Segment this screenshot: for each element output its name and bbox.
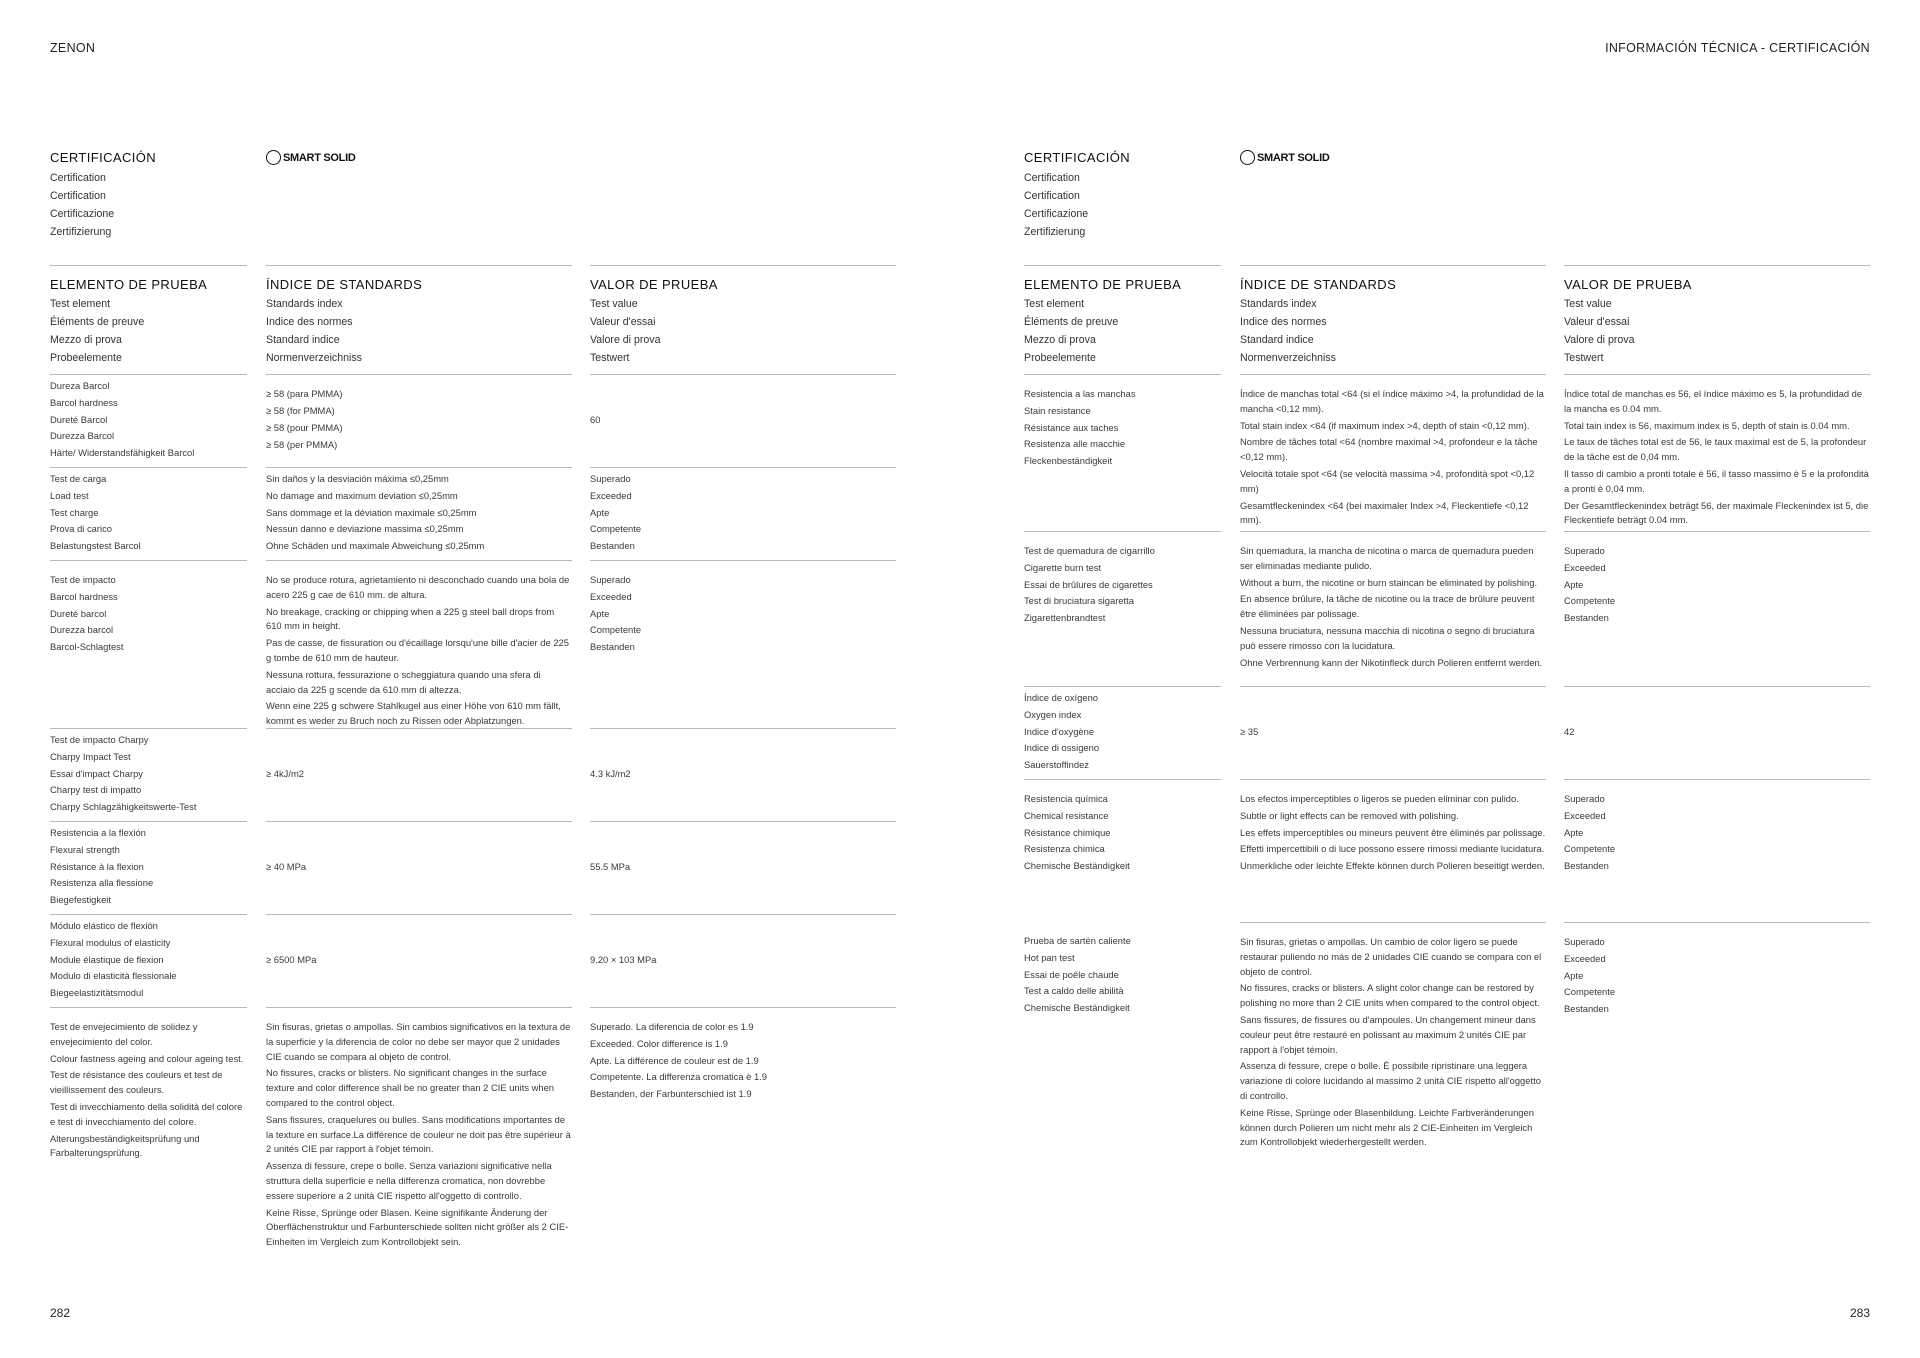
cell-line: Apte [1564,969,1584,981]
certification-translation: Zertifizierung [50,226,112,238]
header-translation: Normenverzeichniss [266,351,362,364]
page-number: 282 [50,1306,71,1320]
table-row [1024,531,1221,686]
cell-line: Les effets imperceptibles ou mineurs peuvent être éliminés par polissage. [1240,826,1546,838]
cell-line: Flexural modulus of elasticity [50,936,171,948]
circle-logo-icon [1240,150,1255,165]
cell-line: ≥ 6500 MPa [266,953,317,965]
cell-line: Bestanden [590,540,635,552]
cell-line: Test a caldo delle abilità [1024,985,1124,997]
cell-line: Exceeded [1564,952,1606,964]
table-row [266,1007,572,1257]
header-translation: Test element [50,297,111,310]
standards-column [1240,265,1546,1152]
cell-line: Biegeelastizitätsmodul [50,987,144,999]
cell-line: Indice d'oxygène [1024,725,1095,737]
table-row [590,374,896,467]
cell-line: Módulo elástico de flexión [50,920,158,931]
cell-line: Bestanden, der Farbunterschied ist 1.9 [590,1088,752,1100]
cell-line: Flexural strength [50,843,120,855]
table-row [1024,922,1221,1152]
table-row [1564,531,1870,686]
cell-line: Resistencia a la flexión [50,827,146,838]
table-row [50,374,247,467]
cell-line: Oxygen index [1024,708,1082,720]
certification-title: CERTIFICACIÓN [50,150,157,165]
header-translation: Standards index [1240,297,1317,310]
cell-line: Hot pan test [1024,951,1075,963]
table-row [266,374,572,467]
certification-translation: Certification [50,172,106,184]
table-row [266,560,572,728]
cell-line: Competente. La differenza cromatica è 1.9 [590,1071,768,1083]
cell-line: Stain resistance [1024,404,1091,416]
table-row [1240,374,1546,531]
cell-line: Test de envejecimiento de solidez y envejecimiento del color. [50,1021,198,1047]
cell-line: Härte/ Widerstandsfähigkeit Barcol [50,447,195,459]
cell-line: Competente [1564,986,1616,998]
cell-line: Dureté barcol [50,607,107,619]
header-translation: Valeur d'essai [590,315,656,328]
cell-line: Resistenza chimica [1024,843,1105,855]
header-translation: Éléments de preuve [1024,315,1119,328]
table-row [1564,374,1870,531]
cell-line: Sin daños y la desviación máxima ≤0,25mm [266,473,449,484]
cell-line: Ohne Schäden und maximale Abweichung ≤0,25mm [266,540,485,552]
cell-line: Nessuna bruciatura, nessuna macchia di nicotina o segno di bruciatura può essere rimosso con la lucidatura. [1240,624,1535,651]
cell-line: Resistencia a las manchas [1024,388,1136,399]
table-row [50,821,247,914]
cell-line: No fissures, cracks or blisters. No significant changes in the surface texture and color difference shall be no greater than 2 CIE units when compared to the control object. [266,1067,555,1108]
standards-column [266,265,572,1257]
brand-logo [266,150,355,165]
cell-line: Total stain index <64 (if maximum index >4, depth of stain <0,12 mm). [1240,419,1530,431]
running-head: INFORMACIÓN TÉCNICA - CERTIFICACIÓN [1605,41,1870,55]
column-title: VALOR DE PRUEBA [590,277,718,292]
right-page [960,0,1920,1358]
cell-line: Exceeded [1564,809,1606,821]
column-header [50,265,247,374]
cell-line: 4.3 kJ/m2 [590,767,631,779]
header-translation: Standard indice [266,333,340,346]
cell-line: Chemical resistance [1024,809,1109,821]
cell-line: Exceeded [590,590,632,602]
table-row [1240,922,1546,1152]
cell-line: Keine Risse, Sprünge oder Blasen. Keine signifikante Änderung der Oberflächenstruktur und Farbunterschiede sollten nicht größer als 2 CIE-Einheiten im Vergleich zum Kontrollobjekt sein. [266,1206,569,1248]
cell-line: Résistance chimique [1024,826,1111,838]
column-title: ÍNDICE DE STANDARDS [1240,277,1397,292]
value-column [590,265,896,1257]
certification-title: CERTIFICACIÓN [1024,150,1131,165]
header-translation: Mezzo di prova [1024,333,1096,346]
column-title: ELEMENTO DE PRUEBA [50,277,208,292]
cell-line: Module élastique de flexion [50,953,164,965]
cell-line: Alterungsbeständigkeitsprüfung und Farbalterungsprüfung. [50,1132,200,1159]
cell-line: Assenza di fessure, crepe o bolle. È possibile ripristinare una leggera variazione di colore lucidando al massimo 2 unità CIE rispetto all'oggetto di controllo. [1240,1060,1541,1101]
value-column [1564,265,1870,1152]
header-translation: Test value [590,297,638,310]
cell-line: Bestanden [1564,1003,1609,1015]
certification-translation: Certification [50,190,106,202]
cell-line: Unmerkliche oder leichte Effekte können durch Polieren beseitigt werden. [1240,860,1545,872]
cell-line: Resistencia química [1024,793,1108,804]
cell-line: 55.5 MPa [590,860,631,872]
cell-line: Índice total de manchas es 56, el índice máximo es 5, la profundidad de la mancha es 0.04 mm. [1564,388,1863,414]
header-translation: Test value [1564,297,1612,310]
cell-line: Exceeded [1564,561,1606,573]
cell-line: Velocità totale spot <64 (se velocità massima >4, profondità spot <0,12 mm) [1240,467,1535,494]
header-translation: Probeelemente [50,351,122,364]
cell-line: Superado [1564,793,1605,804]
brand-logo [1240,150,1329,165]
cell-line: Apte [1564,578,1584,590]
certification-translation: Zertifizierung [1024,226,1086,238]
table-row [1240,531,1546,686]
header-translation: Valore di prova [1564,333,1635,346]
cell-line: Zigarettenbrandtest [1024,612,1106,624]
cell-line: Gesamtfleckenindex <64 (bei maximaler Index >4, Fleckentiefe <0,12 mm). [1240,499,1529,526]
cell-line: No damage and maximum deviation ≤0,25mm [266,489,458,501]
header-translation: Éléments de preuve [50,315,145,328]
cell-line: Der Gesamtfleckenindex beträgt 56, der maximale Fleckenindex ist 5, die Fleckentiefe beträgt 0.04 mm. [1564,499,1869,526]
table-row [50,914,247,1007]
cell-line: ≥ 58 (for PMMA) [266,405,335,417]
table-row [1240,779,1546,922]
cell-line: Durezza Barcol [50,430,115,442]
cell-line: Prova di carico [50,523,113,535]
cell-line: Modulo di elasticità flessionale [50,970,177,982]
cell-line: ≥ 58 (per PMMA) [266,438,338,450]
table-row [266,821,572,914]
table-row [266,914,572,1007]
cell-line: No fissures, cracks or blisters. A slight color change can be restored by polishing no more than 2 CIE units when compared to the control object. [1240,982,1540,1009]
table-row [1564,686,1870,779]
cell-line: Test de carga [50,473,107,484]
brand-name: SMART SOLID [1257,151,1330,164]
cell-line: Effetti impercettibili o di luce possono essere rimossi mediante lucidatura. [1240,843,1545,855]
cell-line: Il tasso di cambio a pronti totale è 56, il tasso massimo è 5 e la profondità a pronti è 0,04 mm. [1564,467,1869,494]
element-column [1024,265,1221,1152]
column-header [590,265,896,374]
cell-line: Nessun danno e deviazione massima ≤0,25mm [266,523,464,535]
cell-line: Belastungstest Barcol [50,540,141,552]
cell-line: Sin quemadura, la mancha de nicotina o marca de quemadura pueden ser eliminadas mediante pulido. [1240,545,1534,571]
cell-line: Nessuna rottura, fessurazione o scheggiatura quando una sfera di acciaio da 225 g scende da 610 mm di altezza. [266,668,541,695]
column-header [266,265,572,374]
cell-line: Test di bruciatura sigaretta [1024,595,1134,607]
certification-translation: Certification [1024,172,1080,184]
cell-line: Bestanden [590,641,635,653]
cell-line: Resistenza alla flessione [50,877,154,889]
cell-line: Chemische Beständigkeit [1024,1002,1130,1014]
column-title: VALOR DE PRUEBA [1564,277,1692,292]
cell-line: Competente [1564,595,1616,607]
column-header [1240,265,1546,374]
certification-translation: Certification [1024,190,1080,202]
table-row [590,560,896,728]
column-header [1564,265,1870,374]
brand-name: SMART SOLID [283,151,356,164]
cell-line: Bestanden [1564,612,1609,624]
column-header [1024,265,1221,374]
header-translation: Testwert [590,351,630,364]
cell-line: Superado [1564,936,1605,947]
table-row [50,728,247,821]
cell-line: 60 [590,413,601,425]
cell-line: Essai de poêle chaude [1024,968,1119,980]
table-row [590,1007,896,1257]
cell-line: Test de quemadura de cigarrillo [1024,545,1155,556]
certification-block [50,150,250,241]
page-number: 283 [1849,1306,1870,1320]
cell-line: Superado [590,574,631,585]
table-row [266,728,572,821]
cell-line: Wenn eine 225 g schwere Stahlkugel aus einer Höhe von 610 mm fällt, kommt es weder zu Bruch noch zu Rissen oder Abplatzungen. [266,700,561,727]
table-row [50,1007,247,1257]
header-translation: Indice des normes [1240,315,1327,328]
cell-line: No breakage, cracking or chipping when a 225 g steel ball drops from 610 mm in height. [266,605,555,632]
cell-line: Exceeded [590,489,632,501]
table-row [1024,779,1221,922]
cell-line: Barcol hardness [50,396,118,408]
certification-translation: Certificazione [1024,208,1089,220]
header-translation: Indice des normes [266,315,353,328]
running-head: ZENON [50,41,96,55]
table-row [1240,686,1546,779]
certification-translation: Certificazione [50,208,115,220]
cell-line: Chemische Beständigkeit [1024,860,1130,872]
header-translation: Valore di prova [590,333,661,346]
circle-logo-icon [266,150,281,165]
column-title: ÍNDICE DE STANDARDS [266,277,423,292]
cell-line: ≥ 40 MPa [266,860,307,872]
header-translation: Probeelemente [1024,351,1096,364]
cell-line: Ohne Verbrennung kann der Nikotinfleck durch Polieren entfernt werden. [1240,656,1543,668]
cell-line: Pas de casse, de fissuration ou d'écaillage lorsqu'une bille d'acier de 225 g tombe de 610 mm de hauteur. [266,637,569,663]
cell-line: Sans dommage et la déviation maximale ≤0,25mm [266,506,477,518]
cell-line: Test charge [50,506,99,518]
cell-line: Superado [1564,545,1605,556]
cell-line: Sans fissures, de fissures ou d'ampoules. Un changement mineur dans couleur peut être restauré en polissant au maximum 2 unités CIE par rapport à l'objet témoin. [1240,1013,1536,1055]
cell-line: Nombre de tâches total <64 (nombre maximal >4, profondeur e la tâche <0,12 mm). [1240,436,1538,463]
table-row [50,560,247,728]
table-row [590,728,896,821]
table-row [590,914,896,1007]
cell-line: Resistenza alle macchie [1024,438,1126,450]
header-translation: Standard indice [1240,333,1314,346]
cell-line: Résistance à la flexion [50,860,144,872]
cell-line: Sans fissures, craquelures ou bulles. Sans modifications importantes de la texture en surface.La différence de couleur ne doit pas être supérieur à 2 unités CIE par rapport à l'objet témoin. [266,1113,571,1155]
cell-line: Fleckenbeständigkeit [1024,455,1113,467]
cell-line: Los efectos imperceptibles o ligeros se pueden eliminar con pulido. [1240,793,1519,804]
cell-line: Essai de brûlures de cigarettes [1024,578,1153,590]
cell-line: Sin fisuras, grietas o ampollas. Sin cambios significativos en la textura de la superficie y la diferencia de color no debe ser mayor que 2 unidades CIE cuando se compara al objeto de control. [266,1021,571,1062]
cell-line: Apte [590,607,610,619]
cell-line: Test de impacto [50,574,116,585]
cell-line: Charpy Impact Test [50,750,131,762]
cell-line: Test de impacto Charpy [50,734,149,745]
cell-line: No se produce rotura, agrietamiento ni desconchado cuando una bola de acero 225 g cae de 610 mm. de altura. [266,574,570,600]
header-translation: Mezzo di prova [50,333,122,346]
cell-line: Barcol hardness [50,590,118,602]
header-translation: Testwert [1564,351,1604,364]
table-row [1564,779,1870,922]
header-translation: Standards index [266,297,343,310]
header-translation: Normenverzeichniss [1240,351,1336,364]
cell-line: 9.20 × 103 MPa [590,953,657,965]
cell-line: Competente [1564,843,1616,855]
cell-line: Test di invecchiamento della solidità del colore e test di invecchiamento del colore. [50,1100,243,1127]
cell-line: Índice de oxígeno [1024,692,1099,703]
cell-line: Essai d'impact Charpy [50,767,143,779]
header-translation: Test element [1024,297,1085,310]
cell-line: Exceeded. Color difference is 1.9 [590,1037,728,1049]
table-row [1564,922,1870,1152]
cell-line: Cigarette burn test [1024,561,1102,573]
cell-line: Subtle or light effects can be removed with polishing. [1240,809,1459,821]
cell-line: Total tain index is 56, maximum index is 5, depth of stain is 0.04 mm. [1564,419,1850,431]
cell-line: ≥ 58 (para PMMA) [266,388,343,400]
header-translation: Valeur d'essai [1564,315,1630,328]
cell-line: ≥ 35 [1240,725,1259,737]
cell-line: Sin fisuras, grietas o ampollas. Un cambio de color ligero se puede restaurar puliendo no más de 2 unidades CIE cuando se compara con el objeto de control. [1240,936,1542,977]
cell-line: Competente [590,523,642,535]
cell-line: Prueba de sartén caliente [1024,935,1131,946]
cell-line: Barcol-Schlagtest [50,641,124,653]
cell-line: Colour fastness ageing and colour ageing test. [50,1052,244,1064]
cell-line: ≥ 58 (pour PMMA) [266,422,343,433]
cell-line: Dureté Barcol [50,413,108,425]
cell-line: Without a burn, the nicotine or burn staincan be eliminated by polishing. [1240,576,1538,588]
cell-line: Superado [590,473,631,484]
cell-line: Test de résistance des couleurs et test de vieillissement des couleurs. [50,1069,223,1096]
cell-line: Load test [50,489,89,501]
table-row [266,467,572,560]
cell-line: Résistance aux taches [1024,421,1119,433]
element-column [50,265,247,1257]
cell-line: Competente [590,624,642,636]
cell-line: Indice di ossigeno [1024,742,1100,754]
table-row [590,467,896,560]
cell-line: Le taux de tâches total est de 56, le taux maximal est de 5, la profondeur de la tâche est de 0,04 mm. [1564,436,1867,463]
table-row [50,467,247,560]
table-row [590,821,896,914]
cell-line: Biegefestigkeit [50,894,111,906]
table-row [1024,686,1221,779]
cell-line: Apte. La différence de couleur est de 1.9 [590,1054,759,1066]
cell-line: ≥ 4kJ/m2 [266,767,304,779]
cell-line: Superado. La diferencia de color es 1.9 [590,1021,754,1032]
column-title: ELEMENTO DE PRUEBA [1024,277,1182,292]
cell-line: 42 [1564,725,1575,737]
cell-line: Charpy test di impatto [50,784,142,796]
table-row [1024,374,1221,531]
cell-line: Assenza di fessure, crepe o bolle. Senza variazioni significative nella struttura della superficie e nella differenza cromatica, non dovrebbe essere superiore a 2 unità CIE rispetto all'oggetto di controllo. [266,1160,552,1201]
cell-line: Keine Risse, Sprünge oder Blasenbildung. Leichte Farbveränderungen können durch Polieren um nicht mehr als 2 CIE-Einheiten im Vergleich zum Kontrollobjekt wiederhergestellt werden. [1240,1106,1534,1148]
cell-line: Durezza barcol [50,624,114,636]
cell-line: Bestanden [1564,860,1609,872]
cell-line: Índice de manchas total <64 (si el índice máximo >4, la profundidad de la mancha <0,12 mm). [1240,388,1544,414]
cell-line: Sauerstoffindez [1024,759,1089,771]
cell-line: Apte [590,506,610,518]
cell-line: Apte [1564,826,1584,838]
cell-line: Dureza Barcol [50,380,110,391]
cell-line: Charpy Schlagzähigkeitswerte-Test [50,801,197,813]
cell-line: En absence brûlure, la tâche de nicotine ou la trace de brûlure peuvent être éliminées par polissage. [1240,593,1535,620]
certification-block [1024,150,1224,241]
